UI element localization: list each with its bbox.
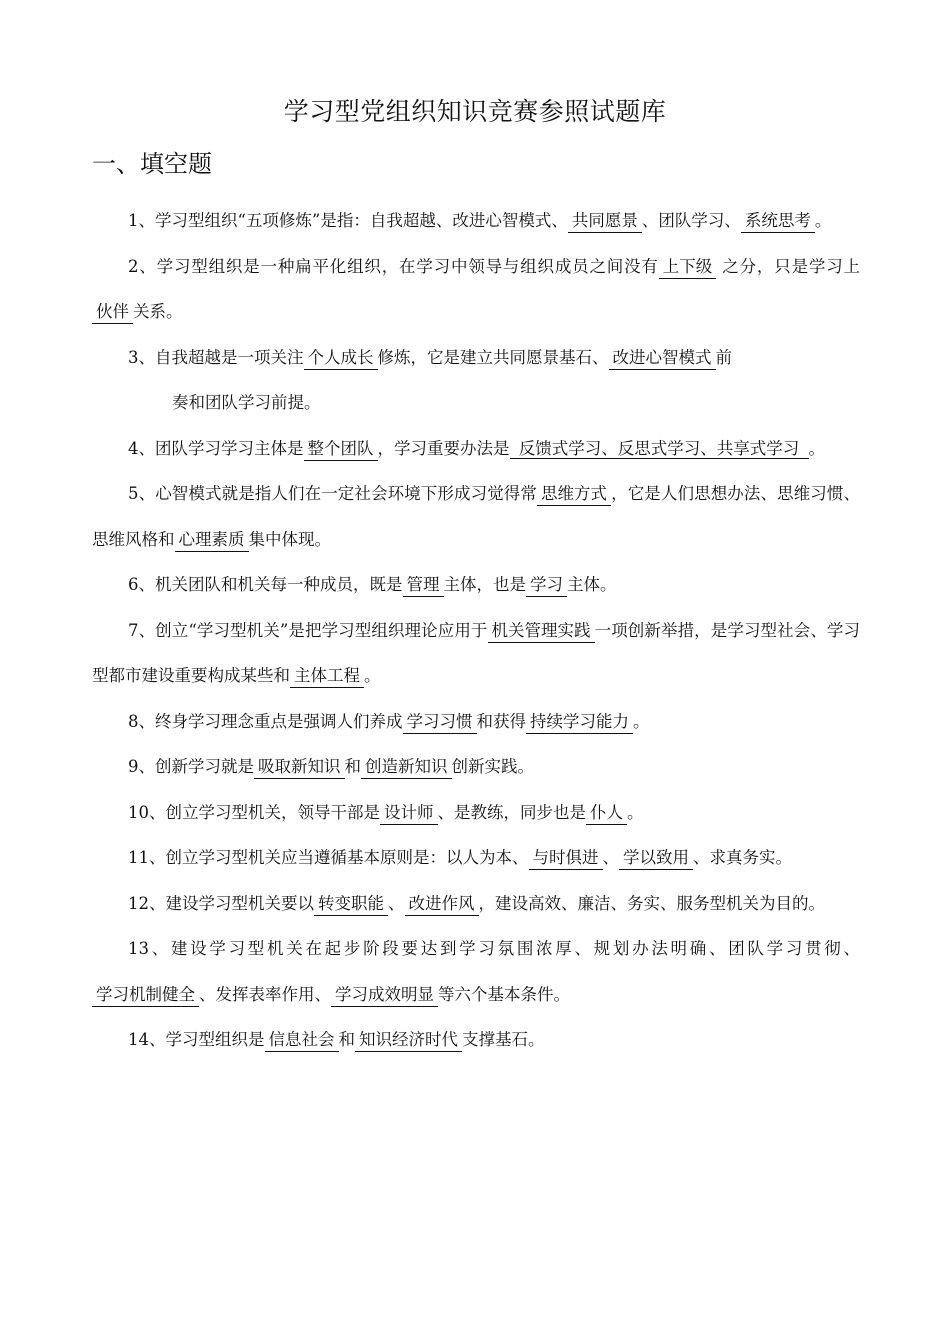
- answer-blank: 反馈式学习、反思式学习、共享式学习: [510, 439, 809, 459]
- answer-blank: 信息社会: [265, 1029, 339, 1052]
- answer-blank: 设计师: [380, 802, 438, 825]
- answer-blank: 知识经济时代: [355, 1029, 462, 1052]
- question-8: [92, 699, 860, 745]
- question-text: 、: [388, 893, 405, 913]
- question-text: 7、创立“学习型机关”是把学习型组织理论应用于: [128, 620, 488, 640]
- question-text: 13、建设学习型机关在起步阶段要达到学习氛围浓厚、规划办法明确、团队学习贯彻、: [128, 939, 860, 958]
- answer-blank: 心理素质: [175, 529, 249, 552]
- question-text: 主体，也是: [443, 575, 526, 594]
- question-text: 12、建设学习型机关要以: [128, 893, 314, 913]
- question-text: 关系。: [133, 302, 183, 321]
- answer-blank: 思维方式: [537, 483, 611, 506]
- answer-blank: 上下级: [659, 256, 717, 279]
- question-text: 、团队学习、: [641, 211, 741, 230]
- question-13: [92, 926, 860, 1017]
- question-text: 。: [627, 802, 644, 822]
- question-text: 11、创立学习型机关应当遵循基本原则是：以人为本、: [128, 848, 529, 867]
- answer-blank: 主体工程: [290, 665, 364, 688]
- answer-blank: 学习机制健全: [92, 984, 199, 1007]
- question-text: 9、创新学习就是: [128, 757, 254, 776]
- answer-blank: 改进心智模式: [609, 347, 716, 370]
- question-text: 、是教练，同步也是: [437, 802, 586, 822]
- page-title: 学习型党组织知识竞赛参照试题库: [283, 97, 667, 126]
- question-6: [92, 562, 860, 608]
- question-7: [92, 608, 860, 699]
- question-11: [92, 835, 860, 881]
- question-text: 6、机关团队和机关每一种成员，既是: [128, 575, 403, 594]
- question-text: ，建设高效、廉洁、务实、服务型机关为目的。: [478, 893, 825, 913]
- answer-blank: 转变职能: [314, 893, 388, 916]
- question-5: [92, 471, 860, 562]
- question-text: 和获得: [476, 711, 526, 731]
- question-4: [92, 426, 860, 472]
- answer-blank: 个人成长: [304, 347, 378, 370]
- question-text: 奏和团队学习前提。: [172, 393, 321, 412]
- answer-blank: 与时俱进: [529, 847, 603, 870]
- question-text: 和: [338, 1030, 355, 1049]
- question-9: [92, 744, 860, 790]
- answer-blank: 学习成效明显: [331, 984, 438, 1007]
- question-10: [92, 790, 860, 836]
- question-text: 。: [808, 438, 825, 458]
- answer-blank: 吸取新知识: [254, 756, 345, 779]
- question-text: 前: [715, 347, 732, 367]
- question-text: ，学习重要办法是: [377, 438, 510, 458]
- question-text: 集中体现。: [248, 529, 331, 549]
- question-text: 10、创立学习型机关，领导干部是: [128, 802, 380, 822]
- question-text: 。: [814, 211, 832, 230]
- answer-blank: 改进作风: [405, 893, 479, 916]
- answer-blank: 系统思考: [741, 210, 815, 233]
- question-3: [92, 335, 860, 426]
- question-text: 14、学习型组织是: [128, 1030, 265, 1049]
- answer-blank: 持续学习能力: [526, 711, 633, 734]
- question-text: 4、团队学习学习主体是: [128, 438, 304, 458]
- question-text: 一项创新举措，是学习型社会、学习型都市建设重要构成某些和: [92, 620, 861, 685]
- question-2: [92, 244, 860, 335]
- answer-blank: 管理: [403, 574, 444, 597]
- question-text: 支撑基石。: [462, 1030, 545, 1049]
- answer-blank: 学习: [526, 574, 567, 597]
- answer-blank: 伙伴: [92, 301, 133, 324]
- question-text: 主体。: [567, 575, 617, 594]
- question-text: 、求真务实。: [693, 848, 792, 867]
- question-text: 。: [364, 666, 381, 685]
- answer-blank: 创造新知识: [361, 756, 452, 779]
- answer-blank: 机关管理实践: [488, 620, 595, 643]
- question-text: 修炼，它是建立共同愿景基石、: [377, 347, 609, 367]
- question-1: [92, 198, 860, 244]
- question-14: [92, 1017, 860, 1063]
- question-12: [92, 881, 860, 927]
- answer-blank: 仆人: [586, 802, 627, 825]
- question-text: 2、学习型组织是一种扁平化组织，在学习中领导与组织成员之间没有: [128, 256, 659, 276]
- question-text: 。: [633, 711, 650, 731]
- question-text: 和: [344, 757, 361, 776]
- answer-blank: 整个团队: [304, 438, 378, 461]
- question-text: 创新实践。: [451, 757, 534, 776]
- question-text: 、发挥表率作用、: [199, 984, 331, 1004]
- question-text: ，它是人们思想办法、思维习惯、思维风格和: [92, 484, 861, 549]
- question-text: 8、终身学习理念重点是强调人们养成: [128, 711, 403, 731]
- answer-blank: 共同愿景: [568, 210, 642, 233]
- question-list: [92, 198, 860, 1063]
- question-text: 3、自我超越是一项关注: [128, 347, 304, 367]
- answer-blank: 学习习惯: [403, 711, 477, 734]
- question-text: 等六个基本条件。: [438, 984, 570, 1004]
- answer-blank: 学以致用: [619, 847, 693, 870]
- section-heading: 一、填空题: [92, 150, 212, 178]
- question-text: 、: [602, 848, 619, 867]
- question-text: 之分，只是学习上: [716, 256, 861, 276]
- question-text: 1、学习型组织“五项修炼”是指：自我超越、改进心智模式、: [128, 211, 568, 230]
- question-text: 5、心智模式就是指人们在一定社会环境下形成习觉得常: [128, 484, 537, 503]
